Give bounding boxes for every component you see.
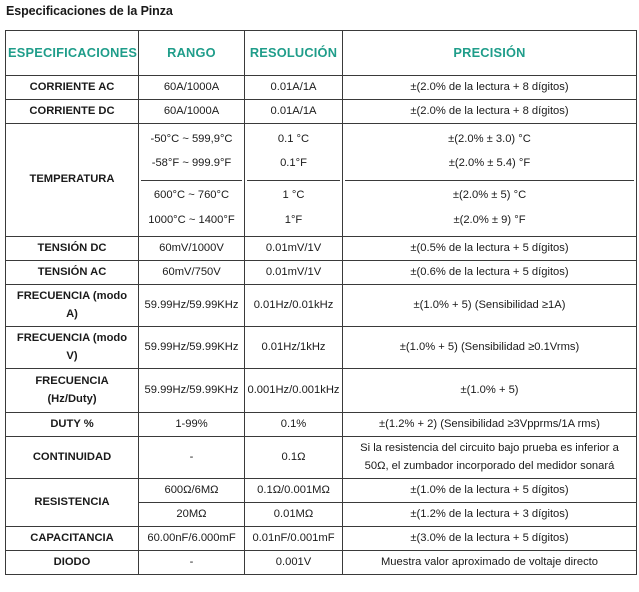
row-range: 60mV/1000V: [139, 237, 245, 261]
row-range: 60.00nF/6.000mF: [139, 527, 245, 551]
temperature-resolution: 1 °C: [282, 189, 305, 202]
row-range: 600Ω/6MΩ: [139, 479, 245, 503]
row-resolution: 0.01mV/1V: [245, 261, 343, 285]
table-row: [6, 327, 637, 369]
row-precision: ±(2.0% de la lectura + 8 dígitos): [343, 100, 637, 124]
row-resolution: 0.01Hz/0.01kHz: [245, 285, 343, 327]
temperature-resolution: 0.1°F: [280, 157, 307, 170]
row-spec-line: FRECUENCIA (modo: [16, 290, 128, 303]
row-precision: ±(1.0% + 5) (Sensibilidad ≥0.1Vrms): [343, 327, 637, 369]
row-resolution: 0.01A/1A: [245, 76, 343, 100]
header-row: [6, 31, 637, 76]
row-precision: ±(3.0% de la lectura + 5 dígitos): [343, 527, 637, 551]
table-row: [6, 551, 637, 575]
row-precision: ±(0.5% de la lectura + 5 dígitos): [343, 237, 637, 261]
header-range: RANGO: [139, 31, 245, 76]
row-spec-line: FRECUENCIA (modo: [16, 332, 128, 345]
row-spec: CORRIENTE DC: [6, 100, 139, 124]
row-precision: ±(1.2% de la lectura + 3 dígitos): [343, 503, 637, 527]
row-resolution: 0.1%: [245, 413, 343, 437]
table-row: [6, 76, 637, 100]
row-precision: ±(1.0% + 5) (Sensibilidad ≥1A): [343, 285, 637, 327]
table-row: [6, 100, 637, 124]
temperature-precision: ±(2.0% ± 3.0) °C: [448, 132, 531, 145]
header-spec: ESPECIFICACIONES: [6, 31, 139, 76]
row-precision-line: 50Ω, el zumbador incorporado del medidor sonará: [364, 459, 615, 472]
row-range: 60A/1000A: [139, 100, 245, 124]
table-row: [6, 261, 637, 285]
table-row: [6, 413, 637, 437]
row-resolution: 0.001Hz/0.001kHz: [245, 369, 343, 413]
table-row: [6, 437, 637, 479]
row-spec-line: A): [66, 307, 78, 320]
row-spec: [6, 369, 139, 413]
row-range: 59.99Hz/59.99KHz: [139, 369, 245, 413]
row-spec: TENSIÓN DC: [6, 237, 139, 261]
temperature-range-cell: [139, 124, 245, 237]
row-spec: CORRIENTE AC: [6, 76, 139, 100]
row-range: -: [139, 551, 245, 575]
table-row: [6, 369, 637, 413]
row-resolution: 0.01A/1A: [245, 100, 343, 124]
row-resolution: 0.001V: [245, 551, 343, 575]
row-precision: ±(1.0% de la lectura + 5 dígitos): [343, 479, 637, 503]
row-spec: DUTY %: [6, 413, 139, 437]
row-precision: ±(1.2% + 2) (Sensibilidad ≥3Vpprms/1A rms): [343, 413, 637, 437]
temperature-precision: ±(2.0% ± 5.4) °F: [448, 157, 531, 170]
temperature-precision: ±(2.0% ± 5) °C: [452, 189, 527, 202]
row-resolution: 0.01MΩ: [245, 503, 343, 527]
row-resolution: 0.01mV/1V: [245, 237, 343, 261]
row-precision: ±(1.0% + 5): [343, 369, 637, 413]
header-precision: PRECISIÓN: [343, 31, 637, 76]
specifications-table: [5, 30, 637, 575]
temperature-resolution-cell: [245, 124, 343, 237]
row-spec: TENSIÓN AC: [6, 261, 139, 285]
row-precision: [343, 437, 637, 479]
row-spec: CONTINUIDAD: [6, 437, 139, 479]
row-range: 1-99%: [139, 413, 245, 437]
table-row: [6, 237, 637, 261]
table-row: [6, 285, 637, 327]
row-precision-line: Si la resistencia del circuito bajo prueba es inferior a: [360, 442, 619, 455]
temperature-resolution: 1°F: [284, 213, 303, 226]
row-spec: TEMPERATURA: [6, 124, 139, 237]
row-resolution: 0.01Hz/1kHz: [245, 327, 343, 369]
row-resolution: 0.01nF/0.001mF: [245, 527, 343, 551]
temperature-precision-cell: [343, 124, 637, 237]
row-range: 59.99Hz/59.99KHz: [139, 285, 245, 327]
row-range: 60mV/750V: [139, 261, 245, 285]
row-spec-line: FRECUENCIA: [35, 375, 109, 388]
row-resolution: 0.1Ω/0.001MΩ: [245, 479, 343, 503]
page-title: Especificaciones de la Pinza: [6, 4, 173, 18]
temperature-range: 600°C ~ 760°C: [153, 189, 230, 202]
temperature-range: 1000°C ~ 1400°F: [148, 213, 235, 226]
row-spec: [6, 285, 139, 327]
row-resolution: 0.1Ω: [245, 437, 343, 479]
row-precision: ±(2.0% de la lectura + 8 dígitos): [343, 76, 637, 100]
row-range: -: [139, 437, 245, 479]
table-row: [6, 527, 637, 551]
temperature-resolution: 0.1 °C: [277, 132, 310, 145]
header-resolution: RESOLUCIÓN: [245, 31, 343, 76]
row-spec-line: V): [66, 349, 78, 362]
row-spec: [6, 327, 139, 369]
row-range: 60A/1000A: [139, 76, 245, 100]
temperature-precision: ±(2.0% ± 9) °F: [453, 213, 526, 226]
row-precision: ±(0.6% de la lectura + 5 dígitos): [343, 261, 637, 285]
temperature-range: -50°C ~ 599,9°C: [150, 132, 233, 145]
row-range: 20MΩ: [139, 503, 245, 527]
row-spec: DIODO: [6, 551, 139, 575]
table-row-resistance: [6, 479, 637, 503]
table-row-temperature: [6, 124, 637, 237]
row-spec-line: (Hz/Duty): [47, 392, 97, 405]
row-spec: RESISTENCIA: [6, 479, 139, 527]
temperature-range: -58°F ~ 999.9°F: [151, 157, 232, 170]
row-spec: CAPACITANCIA: [6, 527, 139, 551]
row-range: 59.99Hz/59.99KHz: [139, 327, 245, 369]
row-precision: Muestra valor aproximado de voltaje directo: [343, 551, 637, 575]
